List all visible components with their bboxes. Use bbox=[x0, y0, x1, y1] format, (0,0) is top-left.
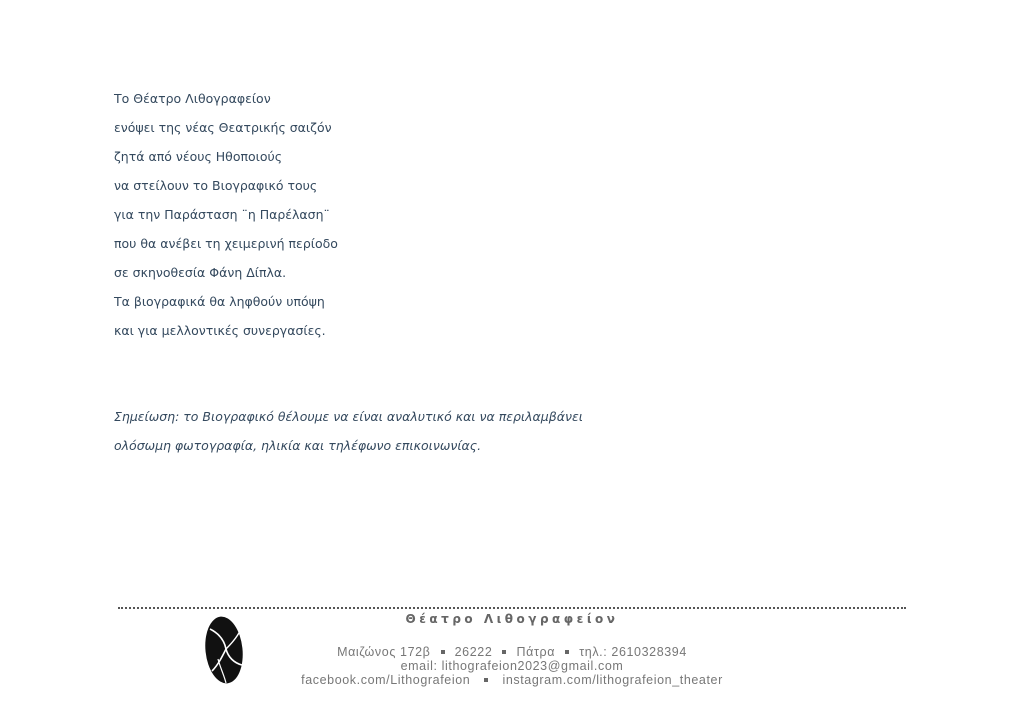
separator-icon bbox=[484, 678, 488, 682]
announcement-line: για την Παράσταση ¨η Παρέλαση¨ bbox=[114, 207, 330, 222]
footer-instagram-link[interactable]: instagram.com/lithografeion_theater bbox=[502, 673, 723, 687]
separator-icon bbox=[565, 650, 569, 654]
announcement-line: που θα ανέβει τη χειμερινή περίοδο bbox=[114, 236, 338, 251]
footer-postcode: 26222 bbox=[454, 645, 493, 659]
footer-email-line bbox=[0, 659, 1024, 673]
announcement-line: Το Θέατρο Λιθογραφείον bbox=[114, 91, 271, 106]
footer-facebook-link[interactable]: facebook.com/Lithografeion bbox=[301, 673, 471, 687]
note-text bbox=[114, 406, 583, 464]
note-line: ολόσωμη φωτογραφία, ηλικία και τηλέφωνο επικοινωνίας. bbox=[114, 438, 482, 453]
note-line: Σημείωση: το Βιογραφικό θέλουμε να είναι αναλυτικό και να περιλαμβάνει bbox=[114, 409, 583, 424]
footer-divider bbox=[118, 607, 906, 609]
footer-social-line bbox=[0, 673, 1024, 687]
footer-email[interactable]: email: lithografeion2023@gmail.com bbox=[400, 659, 624, 673]
separator-icon bbox=[441, 650, 445, 654]
separator-icon bbox=[502, 650, 506, 654]
footer-phone: τηλ.: 2610328394 bbox=[579, 645, 687, 659]
footer-title: Θέατρο Λιθογραφείον bbox=[405, 612, 619, 626]
footer-address-line bbox=[0, 645, 1024, 659]
announcement-line: σε σκηνοθεσία Φάνη Δίπλα. bbox=[114, 265, 287, 280]
announcement-line: να στείλουν το Βιογραφικό τους bbox=[114, 178, 318, 193]
announcement-line: ενόψει της νέας Θεατρικής σαιζόν bbox=[114, 120, 332, 135]
announcement-line: ζητά από νέους Ηθοποιούς bbox=[114, 149, 283, 164]
footer-address: Μαιζώνος 172β bbox=[337, 645, 431, 659]
announcement-text bbox=[114, 88, 338, 349]
announcement-line: Τα βιογραφικά θα ληφθούν υπόψη bbox=[114, 294, 325, 309]
announcement-line: και για μελλοντικές συνεργασίες. bbox=[114, 323, 326, 338]
footer-city: Πάτρα bbox=[516, 645, 556, 659]
